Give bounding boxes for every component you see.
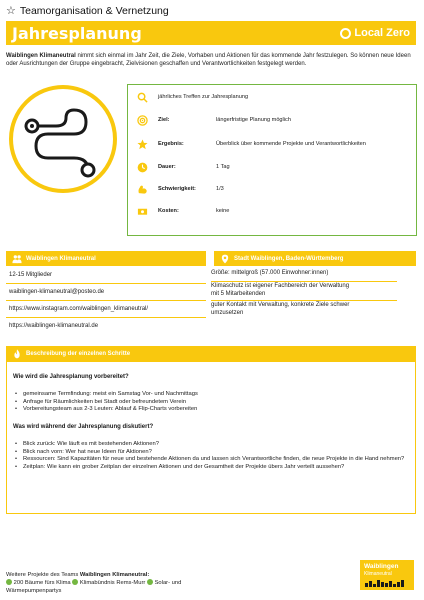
list-item: • Vorbereitungsteam aus 2-3 Leuten: Ablauf & Flip-Charts vorbereiten — [15, 406, 405, 414]
category-label: Teamorganisation & Vernetzung — [19, 5, 169, 17]
steps-question-prep: Wie wird die Jahresplanung vorbereitet? — [13, 374, 129, 380]
more-projects-team: Waiblingen Klimaneutral: — [79, 572, 150, 578]
green-dot-icon — [72, 579, 78, 585]
star-outline-icon: ☆ — [6, 4, 16, 17]
fact-result-value: Überblick über kommende Projekte und Verantwortlichkeiten — [216, 141, 366, 147]
list-item: • Zeitplan: Wie kann ein grober Zeitplan der einzelnen Aktionen und der Gesamtheit der Projekte übers Jahr verteilt aussehen? — [15, 464, 405, 472]
divider — [6, 317, 206, 318]
divider — [211, 281, 397, 282]
fact-costs — [136, 205, 230, 217]
list-item: • Anfrage für Räumlichkeiten bei Stadt oder befreundetem Verein — [15, 399, 405, 407]
discuss-list — [15, 441, 405, 472]
list-item: • Blick zurück: Wie läuft es mit bestehenden Aktionen? — [15, 441, 405, 449]
list-item: • Blick nach vorn: Wer hat neue Ideen für Aktionen? — [15, 449, 405, 457]
fact-result — [136, 138, 366, 150]
local-zero-logo-icon — [340, 28, 351, 39]
city-climate: Klimaschutz ist eigener Fachbereich der Verwaltung mit 5 Mitarbeitenden — [211, 283, 350, 297]
intro-paragraph — [6, 52, 416, 69]
fact-difficulty — [136, 183, 224, 195]
city-size: Größe: mittelgroß (57.000 Einwohner:innen) — [211, 270, 329, 276]
divider — [211, 300, 397, 301]
title-banner — [6, 21, 416, 45]
brand-name: Local Zero — [354, 27, 410, 39]
green-dot-icon — [147, 579, 153, 585]
prep-list — [15, 391, 405, 414]
divider — [6, 300, 206, 301]
brand-logo — [340, 27, 410, 39]
fact-goal-value: längerfristige Planung möglich — [216, 117, 291, 123]
steps-box — [6, 362, 416, 514]
steps-header-text: Beschreibung der einzelnen Schritte — [26, 351, 131, 357]
star-icon — [136, 138, 148, 150]
category-bar — [6, 3, 169, 19]
group-members: 12-15 Mitglieder — [9, 272, 53, 278]
fact-difficulty-label: Schwierigkeit: — [158, 186, 196, 192]
facts-box — [127, 84, 417, 236]
more-projects-prefix: Weitere Projekte des Teams — [6, 572, 80, 578]
city-header — [214, 251, 416, 266]
city-skyline-icon — [365, 580, 409, 587]
group-header — [6, 251, 206, 266]
fact-difficulty-value: 1/3 — [216, 186, 224, 192]
list-item: • Ressourcen: Sind Kapazitäten für neue und bestehende Aktionen da und lassen sich Verantwortliche finden, die neue Projekte in die Hand nehmen? — [15, 456, 405, 464]
fact-summary-value: jährliches Treffen zur Jahresplanung — [158, 94, 249, 100]
green-dot-icon — [6, 579, 12, 585]
city-contact: guter Kontakt mit Verwaltung, konkrete Ziele schwer umzusetzen — [211, 302, 350, 316]
project-link[interactable]: Solar- und Wärmepumpenpartys — [6, 580, 182, 594]
team-logo-line2: Klimaneutral — [364, 571, 392, 577]
city-header-text: Stadt Waiblingen, Baden-Württemberg — [234, 255, 344, 262]
team-logo — [360, 560, 414, 590]
group-email[interactable]: waiblingen-klimaneutral@posteo.de — [9, 289, 105, 295]
steps-question-discuss: Was wird während der Jahresplanung diskutiert? — [13, 424, 154, 430]
location-pin-icon — [220, 254, 230, 264]
muscle-icon — [136, 183, 148, 195]
intro-org: Waiblingen Klimaneutral — [6, 53, 76, 59]
divider — [6, 283, 206, 284]
money-icon — [136, 205, 148, 217]
fact-duration — [136, 161, 230, 173]
flame-icon — [12, 349, 22, 359]
group-website-link[interactable]: https://waiblingen-klimaneutral.de — [9, 323, 99, 329]
list-item: • gemeinsame Termfindung: meist ein Samstag Vor- und Nachmittags — [15, 391, 405, 399]
project-link[interactable]: Klimabündnis Rems-Murr — [79, 580, 146, 586]
fact-summary — [136, 91, 249, 103]
group-header-text: Waiblingen Klimaneutral — [26, 255, 96, 262]
fact-goal — [136, 114, 291, 126]
intro-text: nimmt sich einmal im Jahr Zeit, die Ziele, Vorhaben und Aktionen für das kommende Jahr festzulegen. So können neue Ideen oder Ausrichtungen der Gruppe eingebracht, Zielvisionen geschaffen und Verantwortlichkeiten festgelegt werden. — [6, 53, 411, 68]
fact-duration-label: Dauer: — [158, 164, 176, 170]
roadmap-illustration — [8, 84, 118, 194]
target-icon — [136, 114, 148, 126]
team-logo-line1: Waiblingen — [364, 563, 399, 570]
magnifier-icon — [136, 91, 148, 103]
fact-costs-label: Kosten: — [158, 208, 179, 214]
clock-icon — [136, 161, 148, 173]
fact-costs-value: keine — [216, 208, 230, 214]
more-projects — [6, 571, 226, 595]
project-link[interactable]: 200 Bäume fürs Klima — [13, 580, 71, 586]
group-instagram-link[interactable]: https://www.instagram.com/waiblingen_klimaneutral/ — [9, 306, 149, 312]
fact-duration-value: 1 Tag — [216, 164, 230, 170]
people-icon — [12, 254, 22, 264]
steps-header — [6, 346, 416, 362]
page-title: Jahresplanung — [12, 23, 142, 43]
fact-goal-label: Ziel: — [158, 117, 170, 123]
fact-result-label: Ergebnis: — [158, 141, 184, 147]
